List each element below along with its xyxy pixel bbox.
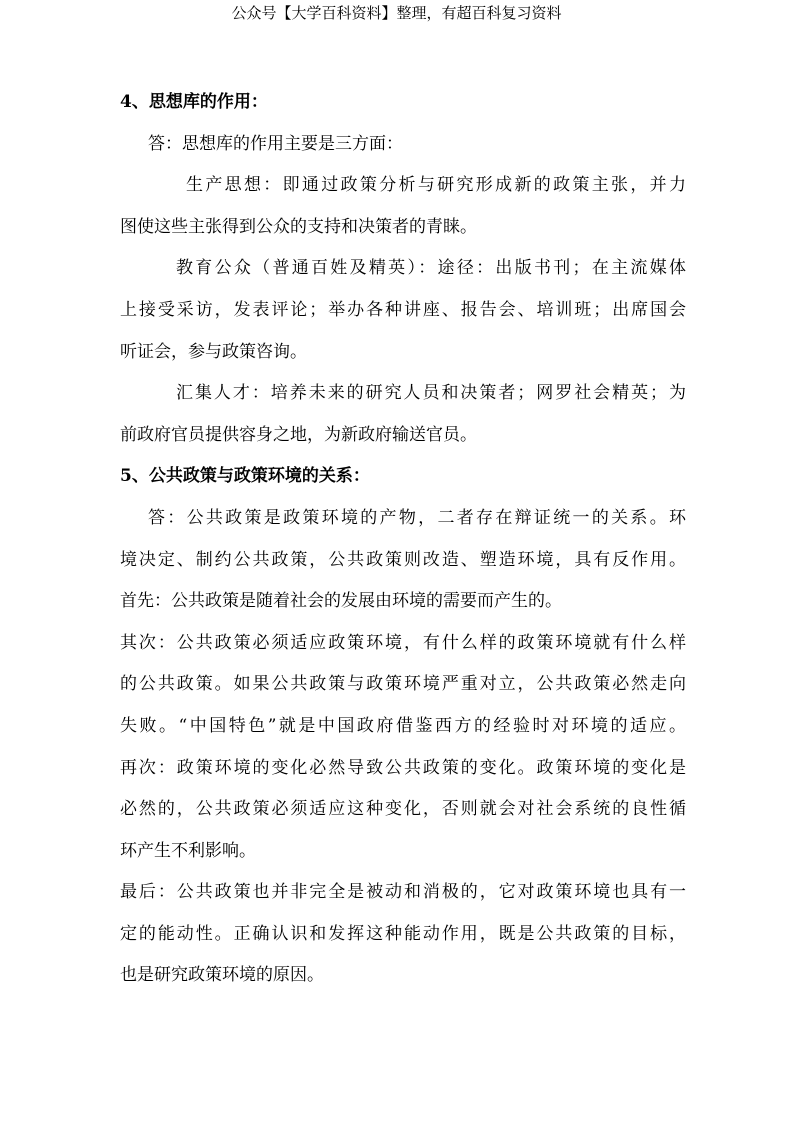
paragraph-line: 汇集人才：培养未来的研究人员和决策者；网罗社会精英；为 xyxy=(176,383,686,404)
paragraph-line: 境决定、制约公共政策，公共政策则改造、塑造环境，具有反作用。 xyxy=(120,549,686,570)
paragraph-line: 其次：公共政策必须适应政策环境，有什么样的政策环境就有什么样 xyxy=(120,632,686,653)
paragraph-line: 上接受采访，发表评论；举办各种讲座、报告会、培训班；出席国会 xyxy=(120,299,686,320)
paragraph-line: 再次：政策环境的变化必然导致公共政策的变化。政策环境的变化是 xyxy=(120,757,686,778)
paragraph-line: 必然的，公共政策必须适应这种变化，否则就会对社会系统的良性循 xyxy=(120,799,686,820)
paragraph-line: 前政府官员提供容身之地，为新政府输送官员。 xyxy=(120,424,477,445)
section-heading-4: 4、思想库的作用： xyxy=(120,92,268,112)
page-header: 公众号【大学百科资料】整理，有超百科复习资料 xyxy=(231,4,562,22)
section-heading-5: 5、公共政策与政策环境的关系： xyxy=(120,466,370,487)
paragraph-line: 最后：公共政策也并非完全是被动和消极的，它对政策环境也具有一 xyxy=(120,882,686,903)
paragraph-line: 教育公众（普通百姓及精英）：途径：出版书刊；在主流媒体 xyxy=(176,258,686,279)
paragraph-line: 答：思想库的作用主要是三方面： xyxy=(148,133,403,154)
paragraph-line: 首先：公共政策是随着社会的发展由环境的需要而产生的。 xyxy=(120,591,562,612)
document-body xyxy=(120,82,686,997)
paragraph-line: 失败。“中国特色”就是中国政府借鉴西方的经验时对环境的适应。 xyxy=(120,715,686,736)
paragraph-line: 也是研究政策环境的原因。 xyxy=(120,965,324,986)
paragraph-line: 图使这些主张得到公众的支持和决策者的青睐。 xyxy=(120,216,477,237)
paragraph-line: 定的能动性。正确认识和发挥这种能动作用，既是公共政策的目标， xyxy=(120,923,686,944)
paragraph-line: 的公共政策。如果公共政策与政策环境严重对立，公共政策必然走向 xyxy=(120,674,686,695)
paragraph-line: 环产生不利影响。 xyxy=(120,840,256,861)
paragraph-line: 听证会，参与政策咨询。 xyxy=(120,341,307,362)
paragraph-line: 生产思想：即通过政策分析与研究形成新的政策主张，并力 xyxy=(186,175,686,196)
paragraph-line: 答：公共政策是政策环境的产物，二者存在辩证统一的关系。环 xyxy=(148,507,686,528)
